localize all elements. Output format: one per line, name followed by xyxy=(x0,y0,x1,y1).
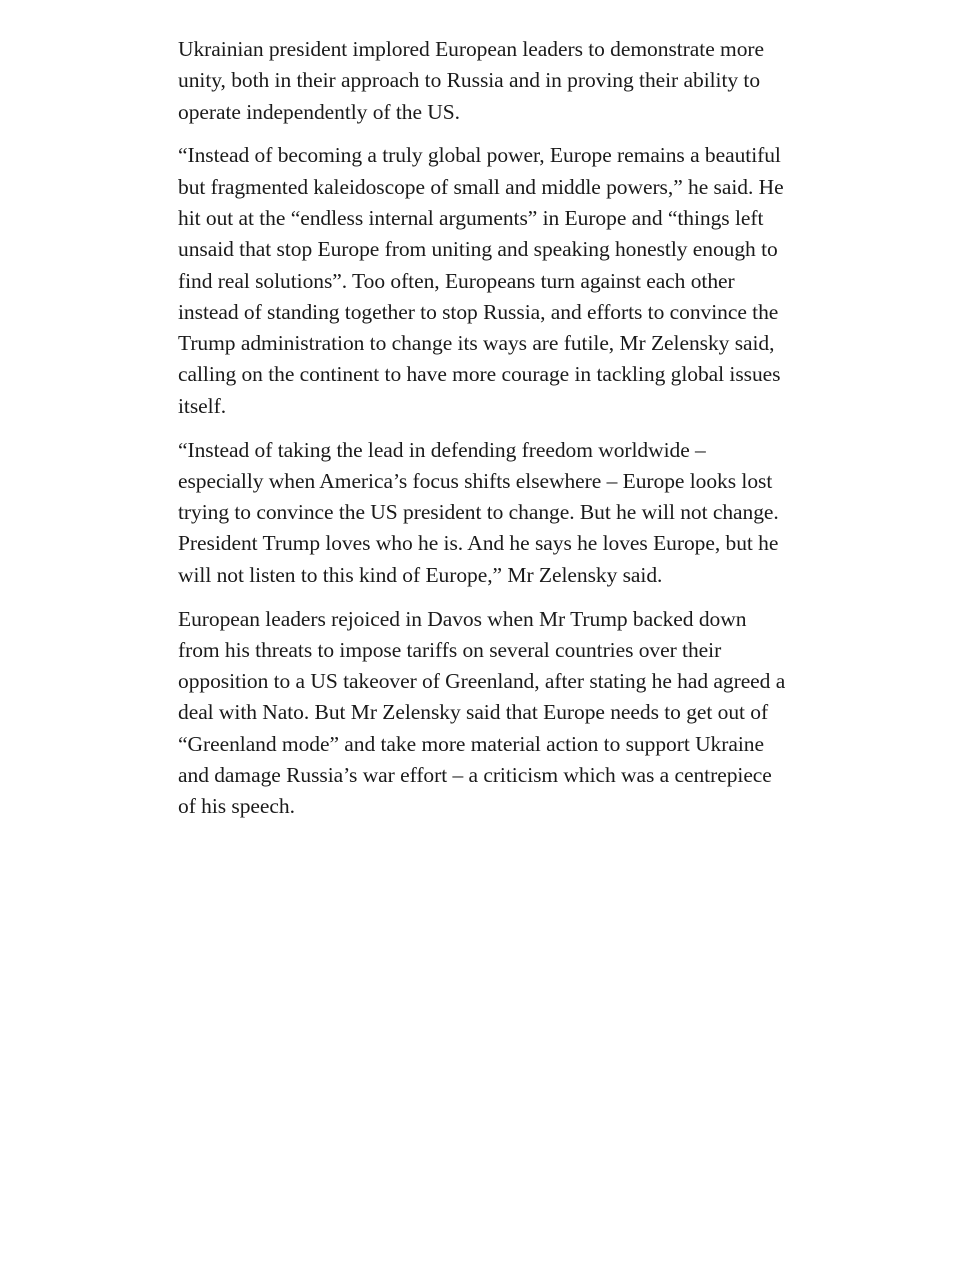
article-paragraph-1: Ukrainian president implored European leaders to demonstrate more unity, both in their approach to Russia and in proving their ability to operate independently of the US. xyxy=(178,37,765,124)
article-paragraph-2: “Instead of becoming a truly global power, Europe remains a beautiful but fragmented kaleidoscope of small and middle powers,” he said. He hit out at the “endless internal arguments” in Europe and “things left unsaid that stop Europe from uniting and speaking honestly enough to find real solutions”. Too often, Europeans turn against each other instead of standing together to stop Russia, and efforts to convince the Trump administration to change its ways are futile, Mr Zelensky said, calling on the continent to have more courage in tackling global issues itself. xyxy=(178,143,784,418)
article-paragraph-4: European leaders rejoiced in Davos when Mr Trump backed down from his threats to impose tariffs on several countries over their opposition to a US takeover of Greenland, after stating he had agreed a deal with Nato. But Mr Zelensky said that Europe needs to get out of “Greenland mode” and take more material action to support Ukraine and damage Russia’s war effort – a criticism which was a centrepiece of his speech. xyxy=(178,606,786,819)
article-body xyxy=(178,34,790,835)
article-paragraph-3: “Instead of taking the lead in defending freedom worldwide – especially when America’s focus shifts elsewhere – Europe looks lost trying to convince the US president to change. But he will not change. President Trump loves who he is. And he says he loves Europe, but he will not listen to this kind of Europe,” Mr Zelensky said. xyxy=(178,437,779,587)
